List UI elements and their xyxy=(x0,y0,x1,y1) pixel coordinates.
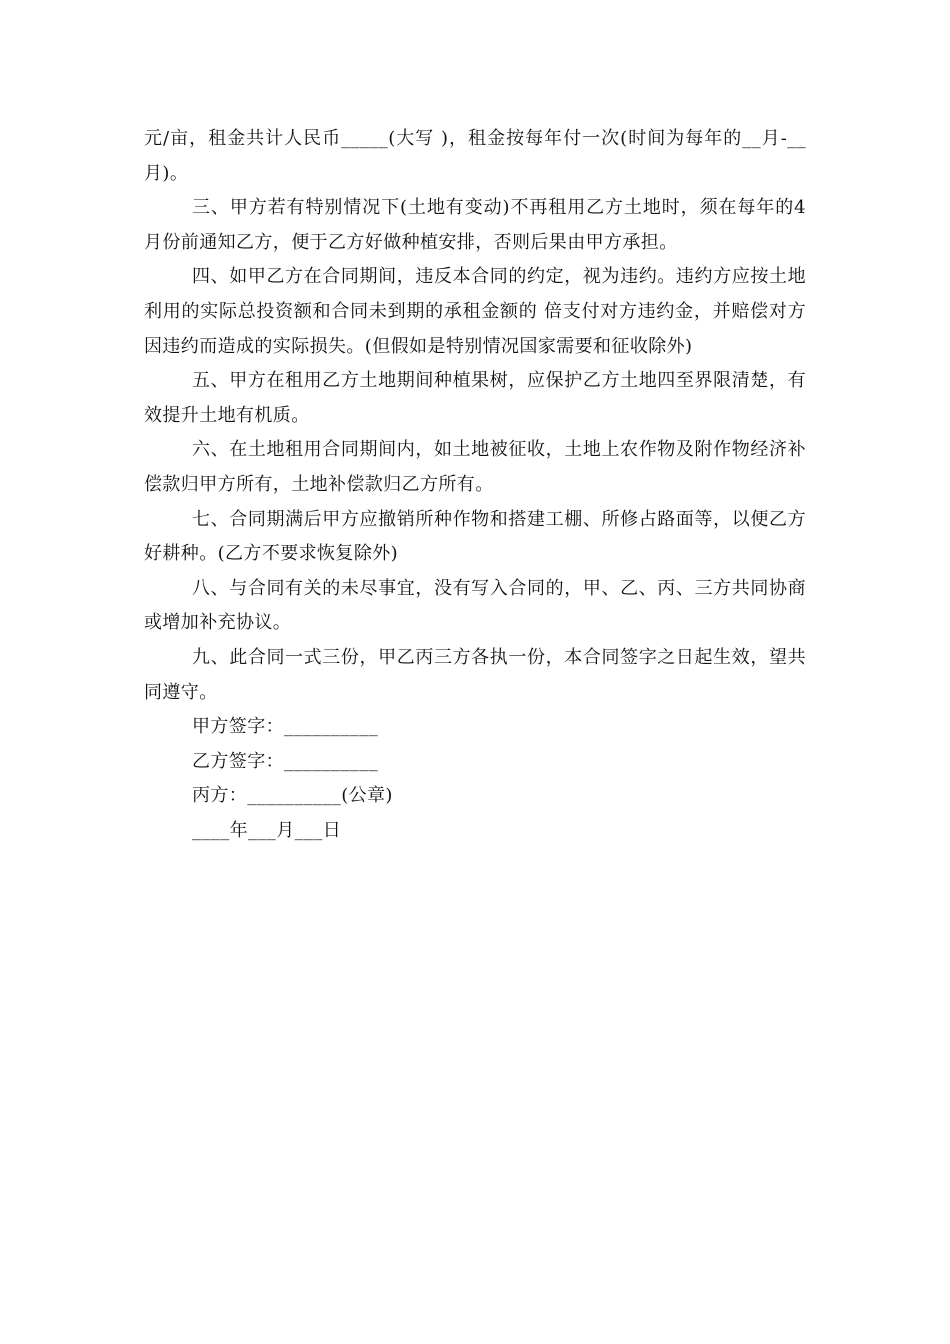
rent-payment-clause: 元/亩，租金共计人民币_____(大写 )，租金按每年付一次(时间为每年的__月-__月)。 xyxy=(144,128,806,184)
document-body xyxy=(144,122,806,848)
clause-8: 八、与合同有关的未尽事宜，没有写入合同的，甲、乙、丙、三方共同协商或增加补充协议。 xyxy=(144,577,806,634)
party-a-signature: 甲方签字：__________ xyxy=(192,716,378,738)
clause-3: 三、甲方若有特别情况下(土地有变动)不再租用乙方土地时，须在每年的4月份前通知乙方，便于乙方好做种植安排，否则后果由甲方承担。 xyxy=(144,197,806,253)
clause-4: 四、如甲乙方在合同期间，违反本合同的约定，视为违约。违约方应按土地利用的实际总投资额和合同未到期的承租金额的 倍支付对方违约金，并赔偿对方因违约而造成的实际损失。(但假如是特别情况国家需要和征收除外) xyxy=(144,266,806,357)
party-c-seal: 丙方：__________(公章) xyxy=(192,785,393,807)
clause-7: 七、合同期满后甲方应撤销所种作物和搭建工棚、所修占路面等，以便乙方好耕种。(乙方不要求恢复除外) xyxy=(144,508,806,565)
signing-date: ____年___月___日 xyxy=(192,819,342,841)
clause-9: 九、此合同一式三份，甲乙丙三方各执一份，本合同签字之日起生效，望共同遵守。 xyxy=(144,646,806,703)
clause-5: 五、甲方在租用乙方土地期间种植果树，应保护乙方土地四至界限清楚，有效提升土地有机质。 xyxy=(144,370,806,426)
party-b-signature: 乙方签字：__________ xyxy=(192,750,378,772)
clause-6: 六、在土地租用合同期间内，如土地被征收，土地上农作物及附作物经济补偿款归甲方所有，土地补偿款归乙方所有。 xyxy=(144,439,806,495)
